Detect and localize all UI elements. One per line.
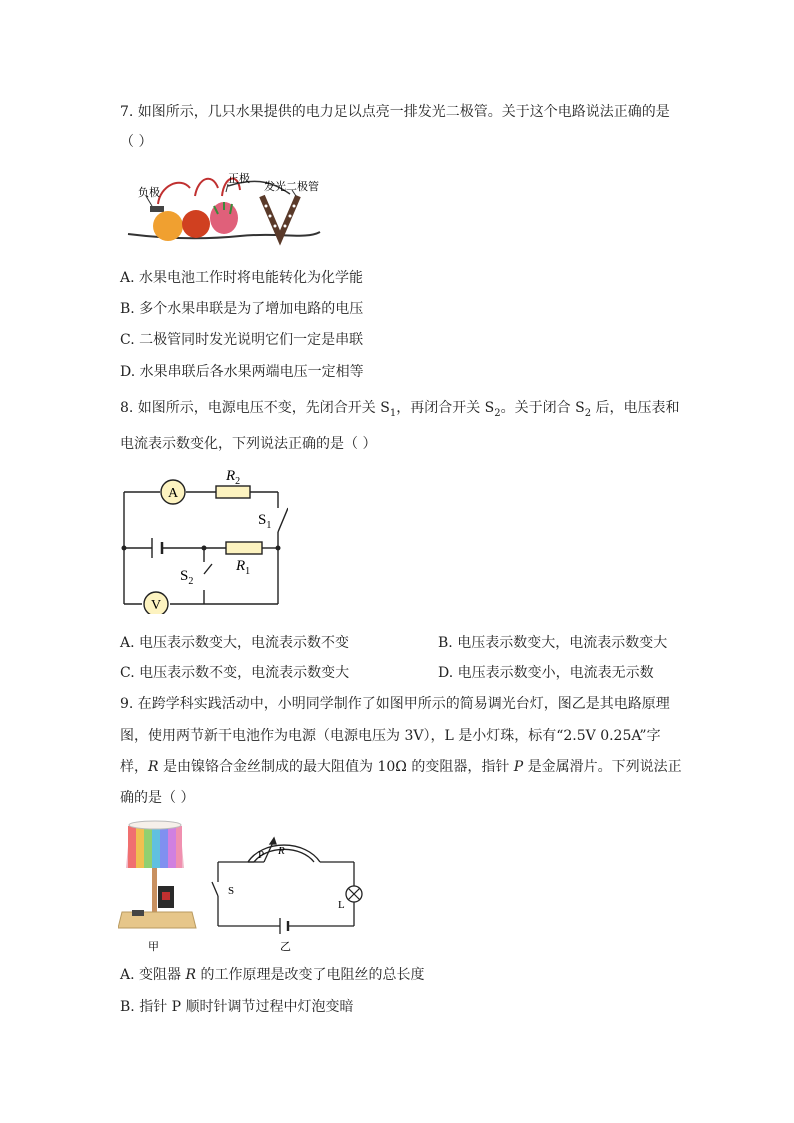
- pomegranate-fruit: [182, 210, 210, 238]
- q7-option-c: C. 二极管同时发光说明它们一定是串联: [120, 332, 364, 348]
- s-label: S: [228, 885, 235, 897]
- q7-option-b: B. 多个水果串联是为了增加电路的电压: [120, 301, 364, 317]
- q7-stem-line1: 7. 如图所示，几只水果提供的电力足以点亮一排发光二极管。关于这个电路说法正确的是: [120, 104, 670, 120]
- r2-label: $R_2$: [226, 468, 241, 487]
- q9-stem-line3: 样，R 是由镍铬合金丝制成的最大阻值为 10Ω 的变阻器，指针 P 是金属滑片。下列说法正: [120, 759, 682, 775]
- voltmeter-label: V: [150, 598, 162, 613]
- resistor-r2: [216, 486, 250, 498]
- orange-fruit: [153, 211, 183, 241]
- jia-label: 甲: [148, 941, 159, 953]
- q9-circuit-diagram: [208, 832, 368, 954]
- s2-label: $S_2$: [180, 568, 194, 587]
- q9-option-a: A. 变阻器 R 的工作原理是改变了电阻丝的总长度: [120, 967, 425, 983]
- q9-stem-line2: 图，使用两节新干电池作为电源（电源电压为 3V），L 是小灯珠，标有“2.5V 0.25A”字: [120, 728, 661, 744]
- q8-stem-line1: 8. 如图所示，电源电压不变，先闭合开关 $S_1$，再闭合开关 $S_2$。关于闭合 $S_2$ 后，电压表和: [120, 400, 680, 419]
- positive-label: 正极: [228, 173, 250, 185]
- q9-stem-line4: 确的是（ ）: [120, 790, 195, 806]
- q8-option-a: A. 电压表示数变大，电流表示数不变: [120, 635, 350, 651]
- q8-circuit-diagram: [118, 462, 288, 614]
- q7-option-a: A. 水果电池工作时将电能转化为化学能: [120, 270, 364, 286]
- negative-label: 负极: [138, 187, 160, 199]
- lamp-photo: [118, 818, 198, 953]
- q9-stem-line1: 9. 在跨学科实践活动中，小明同学制作了如图甲所示的简易调光台灯，图乙是其电路原理: [120, 696, 670, 712]
- negative-clip: [150, 206, 164, 212]
- fruit-battery-figure: [120, 166, 330, 246]
- yi-label: 乙: [280, 941, 291, 953]
- q8-option-c: C. 电压表示数不变，电流表示数变大: [120, 665, 350, 681]
- q9-option-b: B. 指针 P 顺时针调节过程中灯泡变暗: [120, 999, 354, 1015]
- q8-option-d: D. 电压表示数变小，电流表无示数: [438, 665, 654, 681]
- q7-stem-line2: （ ）: [120, 134, 153, 150]
- q8-stem-line2: 电流表示数变化，下列说法正确的是（ ）: [120, 436, 377, 452]
- s1-label: $S_1$: [258, 512, 272, 531]
- r1-label: $R_1$: [236, 558, 251, 577]
- l-label: L: [338, 899, 345, 911]
- r-label: R: [278, 845, 285, 857]
- resistor-r1: [226, 542, 262, 554]
- q8-option-b: B. 电压表示数变大，电流表示数变大: [438, 635, 668, 651]
- led-label: 发光二极管: [264, 181, 319, 193]
- ammeter-label: A: [167, 486, 179, 501]
- q7-option-d: D. 水果串联后各水果两端电压一定相等: [120, 364, 364, 380]
- switch-s-blade: [212, 882, 218, 896]
- led-strip: [262, 196, 298, 238]
- p-label: P: [258, 849, 265, 861]
